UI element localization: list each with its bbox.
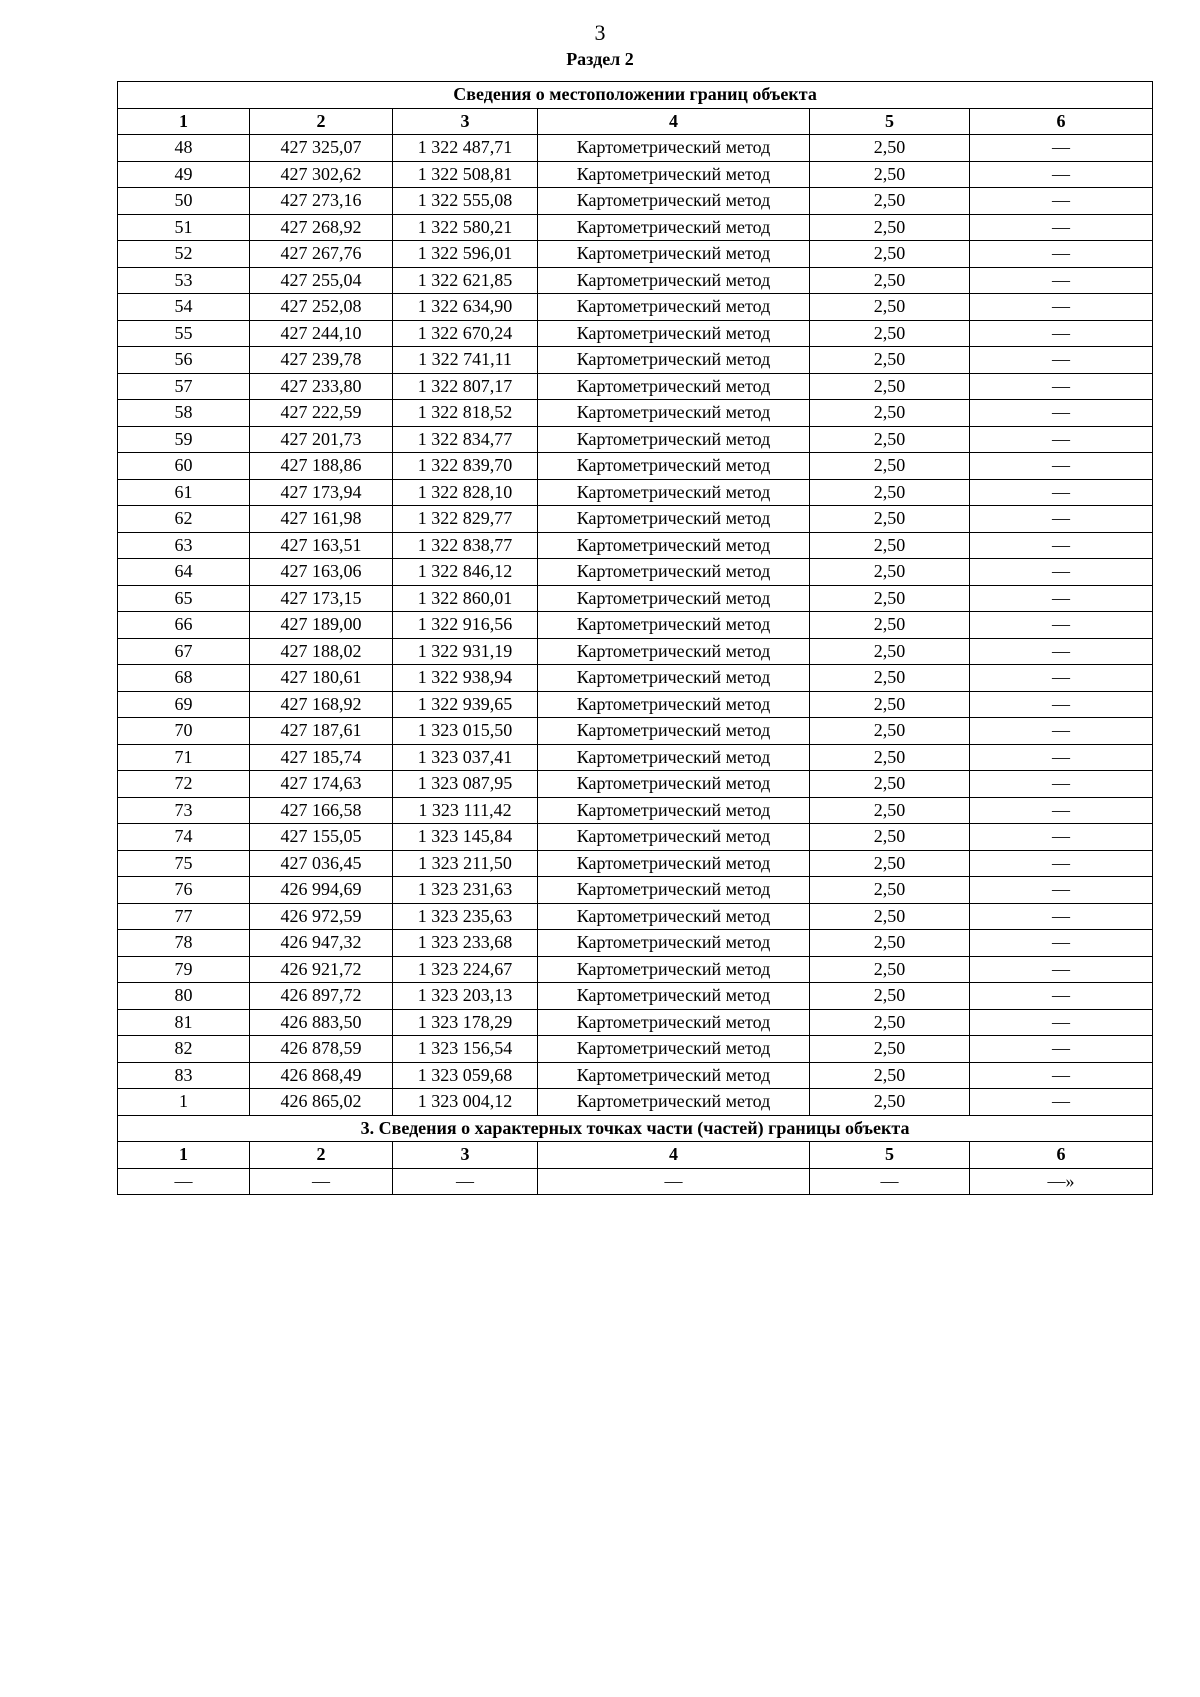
cell-description: —: [970, 559, 1153, 586]
cell-y: 1 323 037,41: [393, 744, 538, 771]
cell-accuracy: 2,50: [810, 426, 970, 453]
cell-method: —: [538, 1168, 810, 1195]
cell-x: 427 267,76: [250, 241, 393, 268]
cell-point-number: —: [118, 1168, 250, 1195]
subsection-caption-row: [118, 1115, 1153, 1142]
cell-point-number: 63: [118, 532, 250, 559]
table-row: [118, 797, 1153, 824]
cell-x: 426 878,59: [250, 1036, 393, 1063]
cell-x: 427 201,73: [250, 426, 393, 453]
cell-accuracy: 2,50: [810, 903, 970, 930]
cell-point-number: 50: [118, 188, 250, 215]
cell-y: 1 323 211,50: [393, 850, 538, 877]
cell-accuracy: 2,50: [810, 585, 970, 612]
cell-y: 1 323 145,84: [393, 824, 538, 851]
cell-y: 1 323 224,67: [393, 956, 538, 983]
table-body: [118, 135, 1153, 1116]
cell-accuracy: 2,50: [810, 373, 970, 400]
cell-description: —: [970, 267, 1153, 294]
cell-x: 427 239,78: [250, 347, 393, 374]
cell-description: —: [970, 161, 1153, 188]
cell-description: —: [970, 479, 1153, 506]
column-header-4: 4: [538, 108, 810, 135]
cell-point-number: 51: [118, 214, 250, 241]
cell-accuracy: 2,50: [810, 744, 970, 771]
cell-accuracy: 2,50: [810, 956, 970, 983]
cell-method: Картометрический метод: [538, 506, 810, 533]
subsection-rows: [118, 1168, 1153, 1195]
cell-description: —: [970, 877, 1153, 904]
cell-x: 427 161,98: [250, 506, 393, 533]
cell-y: 1 322 741,11: [393, 347, 538, 374]
table-row: [118, 347, 1153, 374]
table-row: [118, 956, 1153, 983]
cell-method: Картометрический метод: [538, 797, 810, 824]
cell-method: Картометрический метод: [538, 1036, 810, 1063]
cell-point-number: 62: [118, 506, 250, 533]
subsection-header-3: 3: [393, 1142, 538, 1169]
cell-accuracy: 2,50: [810, 691, 970, 718]
table-row: [118, 400, 1153, 427]
cell-x: 427 163,06: [250, 559, 393, 586]
cell-x: 427 255,04: [250, 267, 393, 294]
cell-point-number: 76: [118, 877, 250, 904]
cell-description: —: [970, 241, 1153, 268]
table-row: [118, 532, 1153, 559]
cell-y: 1 322 487,71: [393, 135, 538, 162]
cell-point-number: 83: [118, 1062, 250, 1089]
cell-point-number: 55: [118, 320, 250, 347]
cell-method: Картометрический метод: [538, 612, 810, 639]
table-row: [118, 373, 1153, 400]
cell-accuracy: 2,50: [810, 718, 970, 745]
cell-method: Картометрический метод: [538, 426, 810, 453]
cell-accuracy: —: [810, 1168, 970, 1195]
cell-accuracy: 2,50: [810, 1036, 970, 1063]
cell-description: —: [970, 612, 1153, 639]
cell-y: 1 322 621,85: [393, 267, 538, 294]
cell-accuracy: 2,50: [810, 453, 970, 480]
cell-method: Картометрический метод: [538, 1089, 810, 1116]
table-row: [118, 188, 1153, 215]
cell-y: 1 323 203,13: [393, 983, 538, 1010]
cell-method: Картометрический метод: [538, 135, 810, 162]
cell-accuracy: 2,50: [810, 983, 970, 1010]
cell-point-number: 74: [118, 824, 250, 851]
cell-y: 1 322 834,77: [393, 426, 538, 453]
cell-accuracy: 2,50: [810, 241, 970, 268]
cell-y: 1 323 233,68: [393, 930, 538, 957]
cell-point-number: 56: [118, 347, 250, 374]
table-row: [118, 718, 1153, 745]
cell-y: 1 322 596,01: [393, 241, 538, 268]
subsection-body: [118, 1115, 1153, 1168]
cell-point-number: 80: [118, 983, 250, 1010]
cell-point-number: 61: [118, 479, 250, 506]
table-row: [118, 135, 1153, 162]
table-row: [118, 267, 1153, 294]
section-title: Раздел 2: [566, 49, 634, 69]
cell-point-number: 53: [118, 267, 250, 294]
cell-method: Картометрический метод: [538, 1062, 810, 1089]
cell-description: —»: [970, 1168, 1153, 1195]
cell-accuracy: 2,50: [810, 161, 970, 188]
cell-method: Картометрический метод: [538, 1009, 810, 1036]
cell-y: 1 322 580,21: [393, 214, 538, 241]
cell-x: 427 189,00: [250, 612, 393, 639]
cell-accuracy: 2,50: [810, 771, 970, 798]
cell-description: —: [970, 665, 1153, 692]
table-row: [118, 824, 1153, 851]
table-row: [118, 903, 1153, 930]
table-row: [118, 479, 1153, 506]
cell-accuracy: 2,50: [810, 506, 970, 533]
cell-x: 427 222,59: [250, 400, 393, 427]
column-header-5: 5: [810, 108, 970, 135]
cell-description: —: [970, 320, 1153, 347]
cell-x: 427 168,92: [250, 691, 393, 718]
cell-x: 427 173,94: [250, 479, 393, 506]
cell-x: 426 865,02: [250, 1089, 393, 1116]
cell-description: —: [970, 188, 1153, 215]
cell-x: 427 244,10: [250, 320, 393, 347]
cell-description: —: [970, 214, 1153, 241]
cell-method: Картометрический метод: [538, 532, 810, 559]
cell-method: Картометрический метод: [538, 161, 810, 188]
cell-y: 1 323 231,63: [393, 877, 538, 904]
cell-x: 426 994,69: [250, 877, 393, 904]
table-row: [118, 1009, 1153, 1036]
cell-description: —: [970, 983, 1153, 1010]
cell-method: Картометрический метод: [538, 983, 810, 1010]
table-row: [118, 214, 1153, 241]
cell-method: Картометрический метод: [538, 771, 810, 798]
cell-y: 1 323 087,95: [393, 771, 538, 798]
subsection-header-2: 2: [250, 1142, 393, 1169]
cell-y: 1 323 015,50: [393, 718, 538, 745]
table-row: [118, 744, 1153, 771]
cell-accuracy: 2,50: [810, 1089, 970, 1116]
table-row: [118, 1062, 1153, 1089]
table-row: [118, 983, 1153, 1010]
cell-description: —: [970, 426, 1153, 453]
cell-y: 1 322 807,17: [393, 373, 538, 400]
cell-accuracy: 2,50: [810, 294, 970, 321]
subsection-header-row: [118, 1142, 1153, 1169]
table-row: [118, 426, 1153, 453]
cell-point-number: 49: [118, 161, 250, 188]
column-header-6: 6: [970, 108, 1153, 135]
cell-point-number: 57: [118, 373, 250, 400]
cell-point-number: 60: [118, 453, 250, 480]
cell-accuracy: 2,50: [810, 877, 970, 904]
cell-method: Картометрический метод: [538, 930, 810, 957]
cell-x: —: [250, 1168, 393, 1195]
cell-accuracy: 2,50: [810, 135, 970, 162]
cell-method: Картометрический метод: [538, 400, 810, 427]
cell-description: —: [970, 797, 1153, 824]
cell-point-number: 54: [118, 294, 250, 321]
cell-x: 427 188,02: [250, 638, 393, 665]
cell-x: 427 036,45: [250, 850, 393, 877]
column-header-1: 1: [118, 108, 250, 135]
cell-method: Картометрический метод: [538, 479, 810, 506]
cell-x: 427 233,80: [250, 373, 393, 400]
cell-method: Картометрический метод: [538, 665, 810, 692]
cell-description: —: [970, 400, 1153, 427]
cell-description: —: [970, 903, 1153, 930]
cell-y: 1 322 939,65: [393, 691, 538, 718]
cell-method: Картометрический метод: [538, 373, 810, 400]
cell-x: 426 897,72: [250, 983, 393, 1010]
table-row: [118, 453, 1153, 480]
cell-method: Картометрический метод: [538, 691, 810, 718]
cell-x: 427 252,08: [250, 294, 393, 321]
cell-point-number: 79: [118, 956, 250, 983]
table-row: [118, 638, 1153, 665]
boundary-table: [117, 81, 1153, 1195]
cell-method: Картометрический метод: [538, 294, 810, 321]
cell-point-number: 82: [118, 1036, 250, 1063]
table-row: [118, 877, 1153, 904]
cell-description: —: [970, 532, 1153, 559]
cell-method: Картометрический метод: [538, 453, 810, 480]
cell-x: 427 155,05: [250, 824, 393, 851]
subsection-header-1: 1: [118, 1142, 250, 1169]
table-caption: Сведения о местоположении границ объекта: [118, 82, 1153, 109]
cell-point-number: 48: [118, 135, 250, 162]
table-row: [118, 506, 1153, 533]
cell-x: 427 273,16: [250, 188, 393, 215]
cell-y: 1 322 634,90: [393, 294, 538, 321]
cell-point-number: 77: [118, 903, 250, 930]
cell-accuracy: 2,50: [810, 532, 970, 559]
page-number: 3: [594, 20, 606, 45]
cell-point-number: 71: [118, 744, 250, 771]
cell-x: 426 883,50: [250, 1009, 393, 1036]
table-row: [118, 294, 1153, 321]
cell-description: —: [970, 744, 1153, 771]
cell-method: Картометрический метод: [538, 267, 810, 294]
cell-y: 1 323 235,63: [393, 903, 538, 930]
cell-y: 1 323 178,29: [393, 1009, 538, 1036]
cell-x: 427 302,62: [250, 161, 393, 188]
cell-x: 427 268,92: [250, 214, 393, 241]
cell-accuracy: 2,50: [810, 850, 970, 877]
cell-description: —: [970, 930, 1153, 957]
cell-method: Картометрический метод: [538, 559, 810, 586]
cell-point-number: 1: [118, 1089, 250, 1116]
cell-x: 427 166,58: [250, 797, 393, 824]
cell-method: Картометрический метод: [538, 320, 810, 347]
cell-method: Картометрический метод: [538, 241, 810, 268]
table-row: [118, 1089, 1153, 1116]
cell-point-number: 81: [118, 1009, 250, 1036]
table-row: [118, 930, 1153, 957]
cell-description: —: [970, 294, 1153, 321]
cell-x: 427 163,51: [250, 532, 393, 559]
cell-description: —: [970, 824, 1153, 851]
cell-x: 426 868,49: [250, 1062, 393, 1089]
table-row: [118, 161, 1153, 188]
cell-description: —: [970, 347, 1153, 374]
cell-y: 1 322 846,12: [393, 559, 538, 586]
cell-x: 427 188,86: [250, 453, 393, 480]
cell-y: 1 322 938,94: [393, 665, 538, 692]
cell-description: —: [970, 1062, 1153, 1089]
cell-y: 1 322 931,19: [393, 638, 538, 665]
cell-x: 427 180,61: [250, 665, 393, 692]
cell-x: 426 947,32: [250, 930, 393, 957]
cell-y: 1 322 828,10: [393, 479, 538, 506]
cell-x: 427 325,07: [250, 135, 393, 162]
cell-method: Картометрический метод: [538, 903, 810, 930]
cell-description: —: [970, 1036, 1153, 1063]
table-row: [118, 1036, 1153, 1063]
cell-y: 1 323 156,54: [393, 1036, 538, 1063]
cell-y: 1 322 838,77: [393, 532, 538, 559]
cell-accuracy: 2,50: [810, 188, 970, 215]
cell-point-number: 68: [118, 665, 250, 692]
subsection-header-4: 4: [538, 1142, 810, 1169]
cell-point-number: 52: [118, 241, 250, 268]
cell-y: 1 322 839,70: [393, 453, 538, 480]
subsection-header-5: 5: [810, 1142, 970, 1169]
cell-accuracy: 2,50: [810, 479, 970, 506]
cell-point-number: 65: [118, 585, 250, 612]
cell-accuracy: 2,50: [810, 1062, 970, 1089]
cell-method: Картометрический метод: [538, 850, 810, 877]
subsection-header-6: 6: [970, 1142, 1153, 1169]
cell-x: 427 187,61: [250, 718, 393, 745]
cell-y: 1 322 916,56: [393, 612, 538, 639]
cell-description: —: [970, 1089, 1153, 1116]
cell-method: Картометрический метод: [538, 347, 810, 374]
cell-accuracy: 2,50: [810, 400, 970, 427]
cell-accuracy: 2,50: [810, 797, 970, 824]
cell-accuracy: 2,50: [810, 665, 970, 692]
table-row: [118, 585, 1153, 612]
cell-method: Картометрический метод: [538, 718, 810, 745]
cell-accuracy: 2,50: [810, 930, 970, 957]
subsection-row: [118, 1168, 1153, 1195]
table-row: [118, 665, 1153, 692]
cell-accuracy: 2,50: [810, 559, 970, 586]
cell-y: 1 323 059,68: [393, 1062, 538, 1089]
cell-description: —: [970, 956, 1153, 983]
cell-description: —: [970, 373, 1153, 400]
column-header-2: 2: [250, 108, 393, 135]
cell-x: 426 921,72: [250, 956, 393, 983]
table-row: [118, 691, 1153, 718]
cell-point-number: 66: [118, 612, 250, 639]
cell-y: 1 322 860,01: [393, 585, 538, 612]
cell-method: Картометрический метод: [538, 877, 810, 904]
cell-y: 1 322 818,52: [393, 400, 538, 427]
table-row: [118, 320, 1153, 347]
cell-method: Картометрический метод: [538, 744, 810, 771]
subsection-caption: 3. Сведения о характерных точках части (частей) границы объекта: [118, 1115, 1153, 1142]
column-header-row: [118, 108, 1153, 135]
cell-x: 427 185,74: [250, 744, 393, 771]
cell-point-number: 69: [118, 691, 250, 718]
cell-method: Картометрический метод: [538, 638, 810, 665]
cell-y: 1 322 670,24: [393, 320, 538, 347]
cell-description: —: [970, 850, 1153, 877]
cell-point-number: 59: [118, 426, 250, 453]
cell-y: 1 323 111,42: [393, 797, 538, 824]
cell-description: —: [970, 638, 1153, 665]
cell-point-number: 73: [118, 797, 250, 824]
cell-y: 1 323 004,12: [393, 1089, 538, 1116]
cell-accuracy: 2,50: [810, 612, 970, 639]
cell-point-number: 67: [118, 638, 250, 665]
cell-point-number: 64: [118, 559, 250, 586]
cell-y: 1 322 555,08: [393, 188, 538, 215]
cell-point-number: 75: [118, 850, 250, 877]
cell-point-number: 70: [118, 718, 250, 745]
cell-x: 427 173,15: [250, 585, 393, 612]
cell-point-number: 72: [118, 771, 250, 798]
cell-x: 426 972,59: [250, 903, 393, 930]
cell-description: —: [970, 453, 1153, 480]
cell-accuracy: 2,50: [810, 214, 970, 241]
cell-description: —: [970, 506, 1153, 533]
cell-y: —: [393, 1168, 538, 1195]
cell-method: Картометрический метод: [538, 585, 810, 612]
cell-description: —: [970, 771, 1153, 798]
cell-accuracy: 2,50: [810, 347, 970, 374]
cell-method: Картометрический метод: [538, 956, 810, 983]
cell-x: 427 174,63: [250, 771, 393, 798]
cell-y: 1 322 829,77: [393, 506, 538, 533]
cell-point-number: 58: [118, 400, 250, 427]
cell-description: —: [970, 691, 1153, 718]
cell-accuracy: 2,50: [810, 638, 970, 665]
cell-y: 1 322 508,81: [393, 161, 538, 188]
cell-accuracy: 2,50: [810, 824, 970, 851]
cell-description: —: [970, 1009, 1153, 1036]
cell-method: Картометрический метод: [538, 824, 810, 851]
cell-method: Картометрический метод: [538, 188, 810, 215]
cell-accuracy: 2,50: [810, 267, 970, 294]
table-row: [118, 612, 1153, 639]
cell-description: —: [970, 135, 1153, 162]
table-row: [118, 771, 1153, 798]
table-row: [118, 850, 1153, 877]
cell-accuracy: 2,50: [810, 1009, 970, 1036]
table-row: [118, 559, 1153, 586]
cell-description: —: [970, 718, 1153, 745]
cell-method: Картометрический метод: [538, 214, 810, 241]
table-row: [118, 241, 1153, 268]
cell-description: —: [970, 585, 1153, 612]
cell-accuracy: 2,50: [810, 320, 970, 347]
table-caption-row: [118, 82, 1153, 109]
column-header-3: 3: [393, 108, 538, 135]
cell-point-number: 78: [118, 930, 250, 957]
